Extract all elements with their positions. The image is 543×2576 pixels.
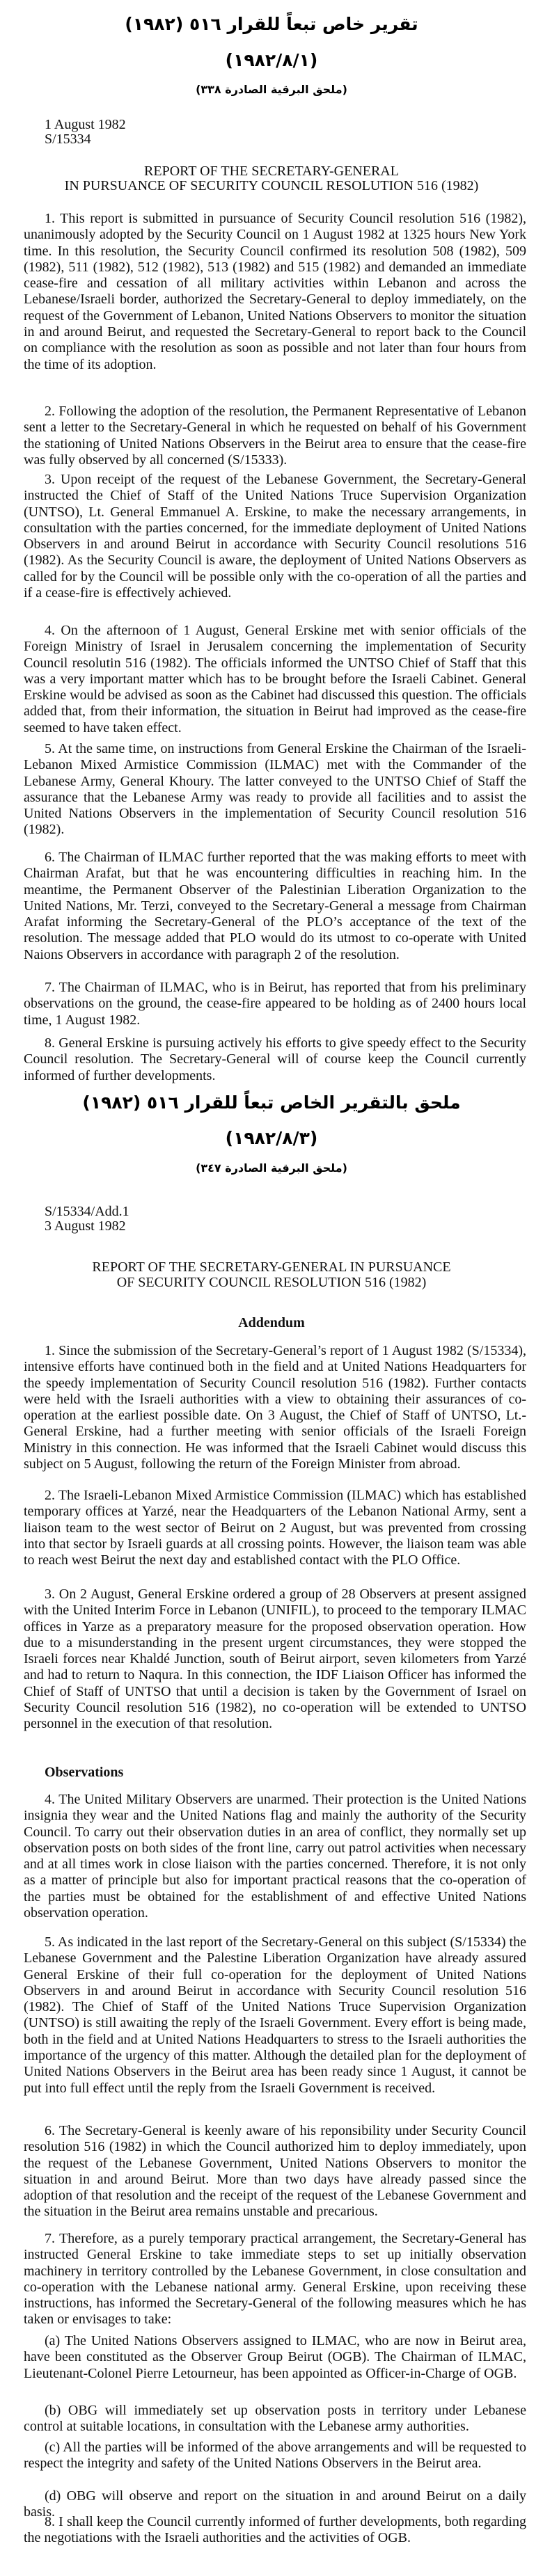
paragraph: 2. The Israeli-Lebanon Mixed Armistice Commission (ILMAC) which has established temporary offices at Yarzé, near the Headquarters of the Lebanon National Army, sent a liaison team to the west sector of Beirut on 2 August, but was prevented from crossing into that sector by Israeli guards at all crossing points. However, the liaison team was able to reach west Beirut the next day and established contact with the PLO Office. bbox=[24, 1488, 526, 1568]
arabic-date: (١٩٨٢/٨/٣) bbox=[225, 1128, 318, 1148]
report-title: OF SECURITY COUNCIL RESOLUTION 516 (1982) bbox=[116, 1275, 427, 1290]
list-item: (c) All the parties will be informed of the above arrangements and will be requested to respect the integrity and safety of the United Nations Observers in the Beirut area. bbox=[24, 2440, 526, 2472]
paragraph: 4. The United Military Observers are unarmed. Their protection is the United Nations insignia they wear and the United Nations flag and mainly the authority of the Security Council. To carry out their observation duties in an area of conflict, they normally set up observation posts on both sides of the front line, carry out patrol activities when necessary and at all times work in close liaison with the parties concerned. Therefore, it is not only as a matter of principle but also for important practical reasons that the co-operation of the parties must be obtained for the establishment of and effective United Nations observation operation. bbox=[24, 1792, 526, 1921]
list-item: (b) OBG will immediately set up observation posts in territory under Lebanese control at suitable locations, in consultation with the Lebanese army authorities. bbox=[24, 2403, 526, 2435]
paragraph: 8. I shall keep the Council currently informed of further developments, both regarding the negotiations with the Israeli authorities and the activities of OGB. bbox=[24, 2514, 526, 2546]
document-date: 3 August 1982 bbox=[45, 1218, 126, 1234]
paragraph: 5. As indicated in the last report of the Secretary-General on this subject (S/15334) the Lebanese Government and the Palestine Liberation Organization have already assured General Erskine of their full co-operation for the deployment of United Nations Observers in and around Beirut in accordance with Security Council resolution 516 (1982). The Chief of Staff of the United Nations Truce Supervision Organization (UNTSO) is still awaiting the reply of the Israeli Government. Every effort is being made, both in the field and at United Nations Headquarters to stress to the Israeli authorities the importance of the urgency of this matter. Although the detailed plan for the deployment of United Nations Observers in the Beirut area has been ready since 1 August, it cannot be put into full effect until the reply from the Israeli Government is received. bbox=[24, 1934, 526, 2096]
arabic-note: (ملحق البرقية الصادرة ٣٣٨) bbox=[196, 83, 347, 96]
paragraph: 6. The Secretary-General is keenly aware of his reponsibility under Security Council resolution 516 (1982) in which the Council authorized him to deploy immediately, upon the request of the Lebanese Government, United Nations Observers to monitor the situation in and around Beirut. More than two days have already passed since the adoption of that resolution and the receipt of the request of the Lebanese Government and the situation in the Beirut area remains unstable and precarious. bbox=[24, 2123, 526, 2220]
report-title: REPORT OF THE SECRETARY-GENERAL bbox=[144, 164, 399, 179]
paragraph: 4. On the afternoon of 1 August, General Erskine met with senior officials of the Foreign Ministry of Israel in Jerusalem concerning the implementation of Security Council resolutin 516 (1982). The officials informed the UNTSO Chief of Staff that this was a very important matter which has to be brought before the Israeli Cabinet. General Erskine would be advised as soon as the Cabinet had discussed this question. The officials added that, from their information, the situation in Beirut had improved as the cease-fire seemed to have taken effect. bbox=[24, 623, 526, 736]
list-item: (d) OBG will observe and report on the situation in and around Beirut on a daily basis. bbox=[24, 2488, 526, 2520]
document-symbol: S/15334/Add.1 bbox=[45, 1204, 129, 1219]
report-title: IN PURSUANCE OF SECURITY COUNCIL RESOLUTION 516 (1982) bbox=[64, 178, 479, 193]
paragraph: 3. On 2 August, General Erskine ordered a group of 28 Observers at present assigned with the United Interim Force in Lebanon (UNIFIL), to proceed to the temporary ILMAC offices in Yarze as a preparatory measure for the proposed observation operation. How due to a misunderstanding in the present urgent circumstances, they were stopped the Israeli forces near Khaldé Junction, south of Beirut airport, seven kilometers from Yarzé and had to return to Naqura. In this connection, the IDF Liaison Officer has informed the Chief of Staff of UNTSO that until a decision is taken by the Government of Israel on Security Council resolution 516 (1982), no co-operation will be extended to UNTSO personnel in the execution of that resolution. bbox=[24, 1587, 526, 1732]
paragraph: 3. Upon receipt of the request of the Lebanese Government, the Secretary-General instructed the Chief of Staff of the United Nations Truce Supervision Organization (UNTSO), Lt. General Emmanuel A. Erskine, to make the necessary arrangements, in consultation with the parties concerned, for the immediate deployment of United Nations Observers in and around Beirut in accordance with Security Council resolutions 516 (1982). As the Security Council is aware, the deployment of United Nations Observers as called for by the Council will be possible only with the co-operation of all the parties and if a cease-fire is effectively achieved. bbox=[24, 472, 526, 601]
arabic-title: تقرير خاص تبعاً للقرار ٥١٦ (١٩٨٢) bbox=[125, 14, 418, 34]
list-item: (a) The United Nations Observers assigned to ILMAC, who are now in Beirut area, have been constituted as the Observer Group Beirut (OGB). The Chairman of ILMAC, Lieutenant-Colonel Pierre Letourneur, has been appointed as Officer-in-Charge of OGB. bbox=[24, 2333, 526, 2381]
paragraph: 1. This report is submitted in pursuance of Security Council resolution 516 (1982), unanimously adopted by the Security Council on 1 August 1982 at 1325 hours New York time. In this resolution, the Security Council confirmed its resolution 508 (1982), 509 (1982), 511 (1982), 512 (1982), 513 (1982) and 515 (1982) and demanded an immediate cease-fire and cessation of all military activities within Lebanon and across the Lebanese/Israeli border, authorized the Secretary-General to deploy immediately, on the request of the Government of Lebanon, United Nations Observers to monitor the situation in and around Beirut, and requested the Secretary-General to report back to the Council on compliance with the resolution as soon as possible and not later than four hours from the time of its adoption. bbox=[24, 211, 526, 372]
paragraph: 8. General Erskine is pursuing actively his efforts to give speedy effect to the Security Council resolution. The Secretary-General will of course keep the Council currently informed of further developments. bbox=[24, 1035, 526, 1083]
observations-heading: Observations bbox=[45, 1765, 124, 1780]
addendum-heading: Addendum bbox=[238, 1315, 305, 1330]
report-title: REPORT OF THE SECRETARY-GENERAL IN PURSUANCE bbox=[92, 1259, 451, 1275]
paragraph: 1. Since the submission of the Secretary-General’s report of 1 August 1982 (S/15334), intensive efforts have continued both in the field and at United Nations Headquarters for the speedy implementation of Security Council resolution 516 (1982). Further contacts were held with the Israeli authorities with a view to obtaining their assurances of co-operation at the earliest possible date. On 3 August, the Chief of Staff of UNTSO, Lt.-General Erskine, had a further meeting with senior officials of the Israeli Foreign Ministry in this connection. He was informed that the Israeli Cabinet would discuss this subject on 5 August, following the return of the Foreign Minister from abroad. bbox=[24, 1343, 526, 1472]
arabic-date: (١٩٨٢/٨/١) bbox=[225, 50, 318, 70]
paragraph: 6. The Chairman of ILMAC further reported that the was making efforts to meet with Chairman Arafat, but that he was encountering difficulties in reaching him. In the meantime, the Permanent Observer of the Palestinian Liberation Organization to the United Nations, Mr. Terzi, conveyed to the Secretary-General a message from Chairman Arafat informing the Secretary-General of the PLO’s acceptance of the text of the resolution. The message added that PLO would do its utmost to co-operate with United Naions Observers in accordance with paragraph 2 of the resolution. bbox=[24, 850, 526, 962]
document-date: 1 August 1982 bbox=[45, 117, 126, 132]
paragraph: 7. Therefore, as a purely temporary practical arrangement, the Secretary-General has instructed General Erskine to take immediate steps to set up initially observation machinery in territory controlled by the Lebanese Government, in close consultation and co-operation with the Lebanese national army. General Erskine, upon receiving these instructions, has informed the Secretary-General of the following measures which he has taken or envisages to take: bbox=[24, 2231, 526, 2328]
paragraph: 7. The Chairman of ILMAC, who is in Beirut, has reported that from his preliminary observations on the ground, the cease-fire appeared to be holding as of 2400 hours local time, 1 August 1982. bbox=[24, 980, 526, 1028]
paragraph: 5. At the same time, on instructions from General Erskine the Chairman of the Israeli-Lebanon Mixed Armistice Commission (ILMAC) met with the Commander of the Lebanese Army, General Khoury. The latter conveyed to the UNTSO Chief of Staff the assurance that the Lebanese Army was ready to provide all facilities and to assist the United Nations Observers in the implementation of Security Council resolution 516 (1982). bbox=[24, 741, 526, 838]
paragraph: 2. Following the adoption of the resolution, the Permanent Representative of Lebanon sent a letter to the Secretary-General in which he requested on behalf of his Government the stationing of United Nations Observers in the Beirut area to ensure that the cease-fire was fully observed by all concerned (S/15333). bbox=[24, 404, 526, 468]
arabic-note: (ملحق البرقية الصادرة ٣٤٧) bbox=[196, 1161, 347, 1175]
arabic-title: ملحق بالتقرير الخاص تبعاً للقرار ٥١٦ (١٩٨٢) bbox=[82, 1092, 461, 1113]
document-symbol: S/15334 bbox=[45, 132, 91, 147]
